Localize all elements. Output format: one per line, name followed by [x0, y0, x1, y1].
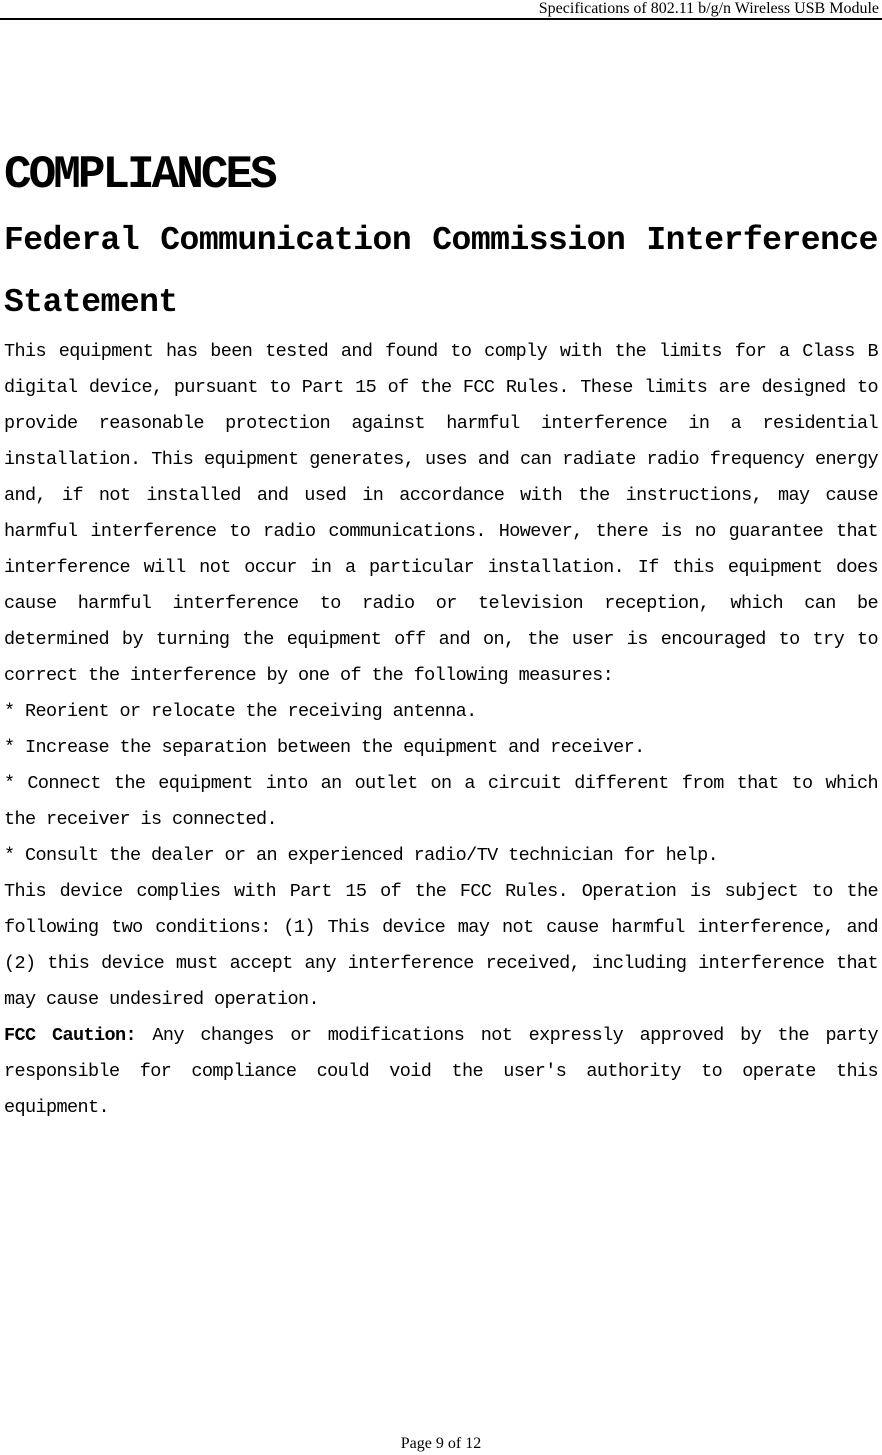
- page-number: Page 9 of 12: [400, 1435, 482, 1452]
- document-body: [4, 140, 878, 1126]
- measure-item-1: * Reorient or relocate the receiving antenna.: [4, 701, 477, 722]
- measure-item-4: * Consult the dealer or an experienced radio/TV technician for help.: [4, 845, 719, 866]
- measure-item-2: * Increase the separation between the equipment and receiver.: [4, 737, 645, 758]
- intro-paragraph: This equipment has been tested and found to comply with the limits for a Class B digital device, pursuant to Part 15 of the FCC Rules. These limits are designed to provide reasonable protection against harmful interference in a residential installation. This equipment generates, uses and can radiate radio frequency energy and, if not installed and used in accordance with the instructions, may cause harmful interference to radio communications. However, there is no guarantee that interference will not occur in a particular installation. If this equipment does cause harmful interference to radio or television reception, which can be determined by turning the equipment off and on, the user is encouraged to try to correct the interference by one of the following measures:: [4, 341, 878, 686]
- caution-paragraph: [4, 1018, 878, 1126]
- statement-heading: Federal Communication Commission Interference Statement: [4, 222, 878, 321]
- caution-text: Any changes or modifications not expressly approved by the party responsible for compliance could void the user's authority to operate this equipment.: [4, 1025, 878, 1118]
- caution-label: FCC Caution:: [4, 1025, 136, 1046]
- compliance-paragraph: This device complies with Part 15 of the FCC Rules. Operation is subject to the following two conditions: (1) This device may not cause harmful interference, and (2) this device must accept any interference received, including interference that may cause undesired operation.: [4, 881, 878, 1010]
- header-title: Specifications of 802.11 b/g/n Wireless USB Module: [538, 0, 879, 17]
- section-title: COMPLIANCES: [4, 149, 275, 201]
- page-footer: [0, 1434, 882, 1454]
- page-header: [0, 0, 882, 20]
- measure-item-3: * Connect the equipment into an outlet on a circuit different from that to which the receiver is connected.: [4, 773, 878, 830]
